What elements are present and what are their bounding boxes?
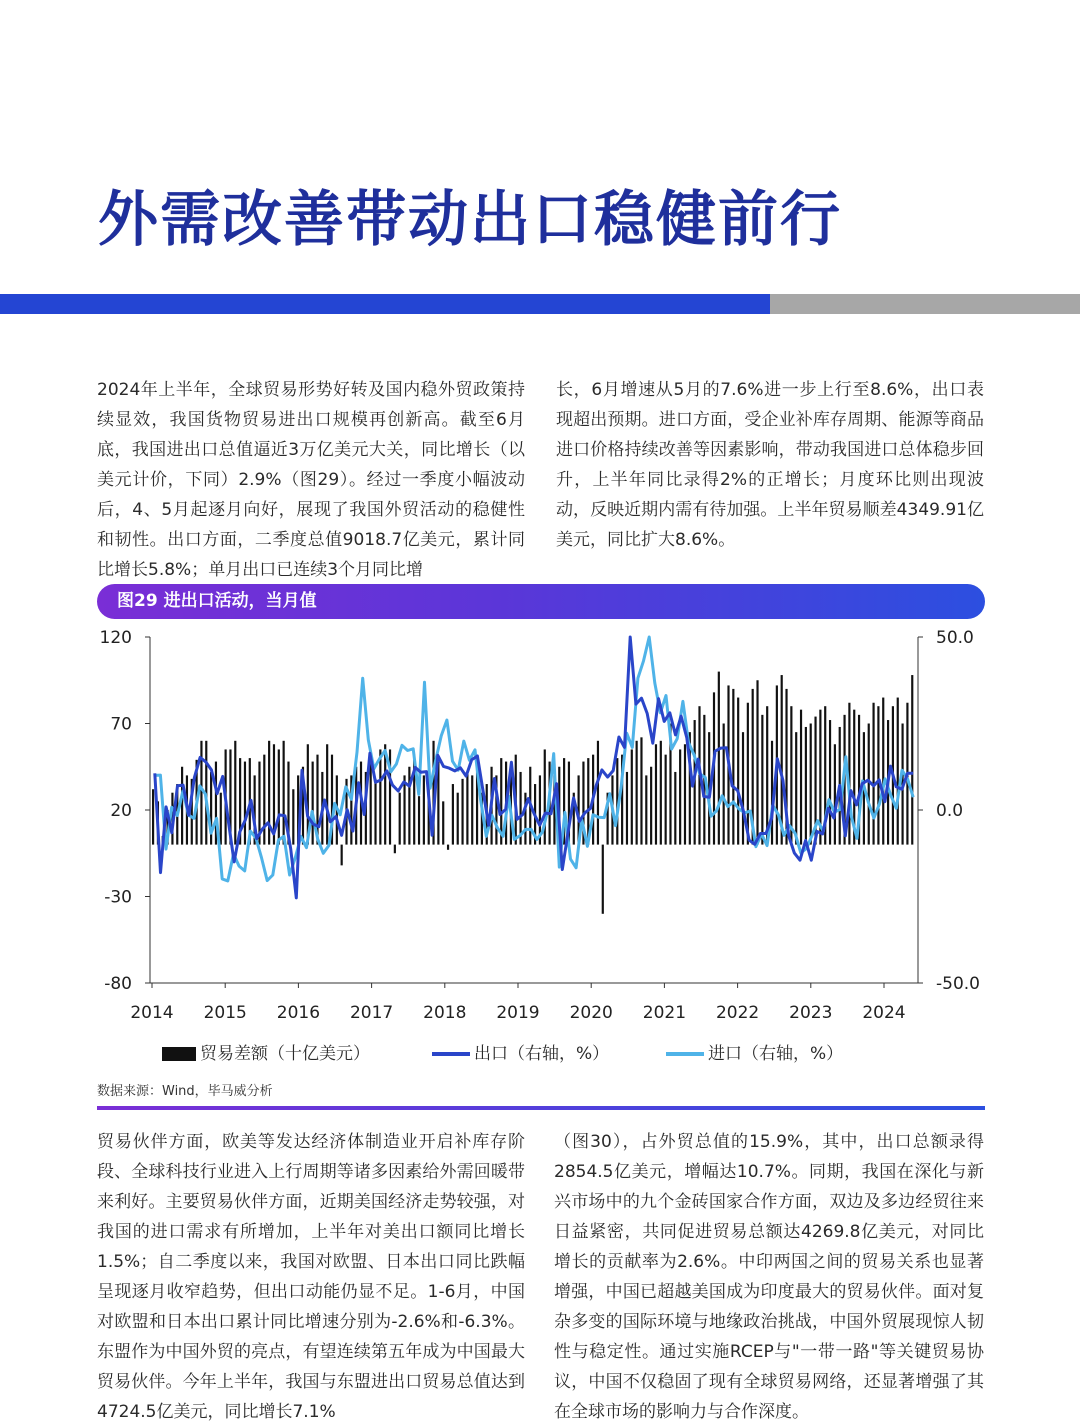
x-tick-label: 2016 <box>276 1003 321 1023</box>
trade-balance-bar <box>911 675 913 845</box>
figure-bottom-rule <box>97 1106 985 1110</box>
left-tick-label: 120 <box>99 628 132 648</box>
trade-balance-bar <box>597 741 599 845</box>
trade-balance-bar <box>471 775 473 844</box>
figure-source-note: 数据来源：Wind，毕马威分析 <box>97 1084 273 1099</box>
trade-balance-bar <box>742 732 744 844</box>
trade-balance-bar <box>674 772 676 845</box>
trade-balance-bar <box>636 741 638 845</box>
trade-balance-bar <box>737 698 739 845</box>
trade-balance-bar <box>834 744 836 844</box>
body-column-right <box>554 1127 984 1427</box>
trade-balance-bar <box>650 767 652 845</box>
left-tick-label: -80 <box>104 974 132 994</box>
trade-balance-bar <box>152 789 154 844</box>
trade-balance-bar <box>379 749 381 844</box>
trade-balance-bar <box>418 796 420 844</box>
right-tick-label: -50.0 <box>936 974 980 994</box>
trade-balance-bar <box>447 845 449 850</box>
x-tick-label: 2017 <box>349 1003 394 1023</box>
trade-balance-bar <box>897 698 899 845</box>
legend-swatch-export <box>432 1052 470 1056</box>
x-tick-label: 2022 <box>715 1003 760 1023</box>
trade-balance-bar <box>810 724 812 845</box>
trade-balance-bar <box>220 793 222 845</box>
trade-balance-bar <box>872 703 874 845</box>
trade-balance-bar <box>631 749 633 844</box>
trade-balance-bar <box>655 744 657 844</box>
legend-label-import: 进口（右轴，%） <box>708 1044 844 1064</box>
intro-paragraph-2: 长，6月增速从5月的7.6%进一步上行至8.6%，出口表现超出预期。进口方面，受企业补库存周期、能源等商品进口价格持续改善等因素影响，带动我国进口总体稳步回升，上半年同比录得2%的正增长；月度环比则出现波动，反映近期内需有待加强。上半年贸易顺差4349.91亿美元，同比扩大8.6%。 <box>556 380 984 550</box>
legend-label-trade-balance: 贸易差额（十亿美元） <box>200 1044 370 1064</box>
x-tick-label: 2019 <box>496 1003 540 1023</box>
trade-balance-bar <box>602 845 604 914</box>
trade-balance-bar <box>326 744 328 844</box>
legend-item-trade-balance <box>162 1040 370 1068</box>
x-tick-label: 2024 <box>862 1003 906 1023</box>
trade-balance-bar <box>877 706 879 844</box>
x-tick-label: 2018 <box>423 1003 467 1023</box>
trade-balance-bar <box>645 775 647 844</box>
trade-balance-bar <box>452 784 454 845</box>
intro-column-left <box>97 375 525 585</box>
trade-balance-bar <box>766 706 768 844</box>
right-tick-label: 0.0 <box>936 801 964 821</box>
trade-balance-bar <box>723 724 725 845</box>
trade-balance-bar <box>374 779 376 845</box>
x-tick-label: 2023 <box>789 1003 833 1023</box>
trade-balance-bar <box>679 749 681 844</box>
trade-balance-bar <box>399 793 401 845</box>
trade-balance-bar <box>408 767 410 845</box>
trade-balance-bar <box>370 758 372 845</box>
page-title: 外需改善带动出口稳健前行 <box>98 185 842 255</box>
trade-balance-bar <box>640 737 642 844</box>
legend-swatch-bar <box>162 1047 196 1061</box>
trade-balance-bar <box>278 749 280 844</box>
body-column-left <box>97 1127 525 1427</box>
trade-chart <box>0 625 1080 1080</box>
trade-balance-bar <box>684 744 686 844</box>
right-tick-label: 50.0 <box>936 628 974 648</box>
header-rule-blue <box>0 294 770 314</box>
trade-balance-bar <box>665 755 667 845</box>
x-tick-label: 2014 <box>130 1003 174 1023</box>
trade-balance-bar <box>244 762 246 845</box>
trade-balance-bar <box>457 793 459 845</box>
trade-balance-bar <box>660 741 662 845</box>
trade-balance-bar <box>394 845 396 854</box>
trade-balance-bar <box>829 720 831 845</box>
legend-label-export: 出口（右轴，%） <box>474 1044 610 1064</box>
trade-balance-bar <box>181 767 183 845</box>
trade-balance-bar <box>234 741 236 845</box>
trade-balance-bar <box>461 779 463 845</box>
figure-caption-banner: 图29 进出口活动，当月值 <box>97 584 985 619</box>
trade-balance-bar <box>761 715 763 845</box>
trade-balance-bar <box>263 755 265 845</box>
x-tick-label: 2015 <box>203 1003 247 1023</box>
trade-balance-bar <box>442 801 444 844</box>
trade-balance-bar <box>292 789 294 844</box>
trade-balance-bar <box>466 772 468 845</box>
trade-balance-bar <box>718 672 720 845</box>
trade-balance-bar <box>423 775 425 844</box>
trade-balance-bar <box>283 741 285 845</box>
trade-balance-bar <box>626 772 628 845</box>
intro-column-right <box>556 375 984 555</box>
legend-swatch-import <box>666 1052 704 1056</box>
left-tick-label: 70 <box>110 714 132 735</box>
trade-balance-bar <box>882 698 884 845</box>
trade-balance-bar <box>341 845 343 866</box>
body-paragraph-1: 贸易伙伴方面，欧美等发达经济体制造业开启补库存阶段、全球科技行业进入上行周期等诸多因素给外需回暖带来利好。主要贸易伙伴方面，近期美国经济走势较强，对我国的进口需求有所增加，上半年对美出口额同比增长1.5%；自二季度以来，我国对欧盟、日本出口同比跌幅呈现逐月收窄趋势，但出口动能仍显不足。1-6月，中国对欧盟和日本出口累计同比增速分别为-2.6%和-6.3%。东盟作为中国外贸的亮点，有望连续第五年成为中国最大贸易伙伴。今年上半年，我国与东盟进出口贸易总值达到4724.5亿美元，同比增长7.1% <box>97 1132 525 1422</box>
trade-balance-bar <box>756 680 758 844</box>
trade-balance-bar <box>800 710 802 845</box>
trade-balance-bar <box>403 775 405 844</box>
trade-balance-bar <box>795 732 797 844</box>
trade-balance-bar <box>790 706 792 844</box>
trade-balance-bar <box>805 727 807 845</box>
legend-item-import <box>666 1040 843 1068</box>
intro-paragraph-1: 2024年上半年，全球贸易形势好转及国内稳外贸政策持续显效，我国货物贸易进出口规模再创新高。截至6月底，我国进出口总值逼近3万亿美元大关，同比增长（以美元计价，下同）2.9%（图29）。经过一季度小幅波动后，4、5月起逐月向好，展现了我国外贸活动的稳健性和韧性。出口方面，二季度总值9018.7亿美元，累计同比增长5.8%；单月出口已连续3个月同比增 <box>97 380 525 580</box>
x-tick-label: 2021 <box>642 1003 687 1023</box>
header-rule-gray <box>770 294 1080 314</box>
left-tick-label: -30 <box>104 887 132 908</box>
trade-balance-bar <box>732 689 734 845</box>
left-tick-label: 20 <box>110 801 132 821</box>
body-paragraph-2: （图30），占外贸总值的15.9%，其中，出口总额录得2854.5亿美元，增幅达10.7%。同期，我国在深化与新兴市场中的九个金砖国家合作方面，双边及多边经贸往来日益紧密，共同促进贸易总额达4269.8亿美元，对同比增长的贡献率为2.6%。中印两国之间的贸易关系也显著增强，中国已超越美国成为印度最大的贸易伙伴。面对复杂多变的国际环境与地缘政治挑战，中国外贸展现惊人韧性与稳定性。通过实施RCEP与"一带一路"等关键贸易协议，中国不仅稳固了现有全球贸易网络，还显著增强了其在全球市场的影响力与合作深度。 <box>554 1132 984 1422</box>
trade-balance-bar <box>312 762 314 845</box>
x-tick-label: 2020 <box>569 1003 613 1023</box>
legend-item-export <box>432 1040 609 1068</box>
trade-balance-bar <box>868 724 870 845</box>
